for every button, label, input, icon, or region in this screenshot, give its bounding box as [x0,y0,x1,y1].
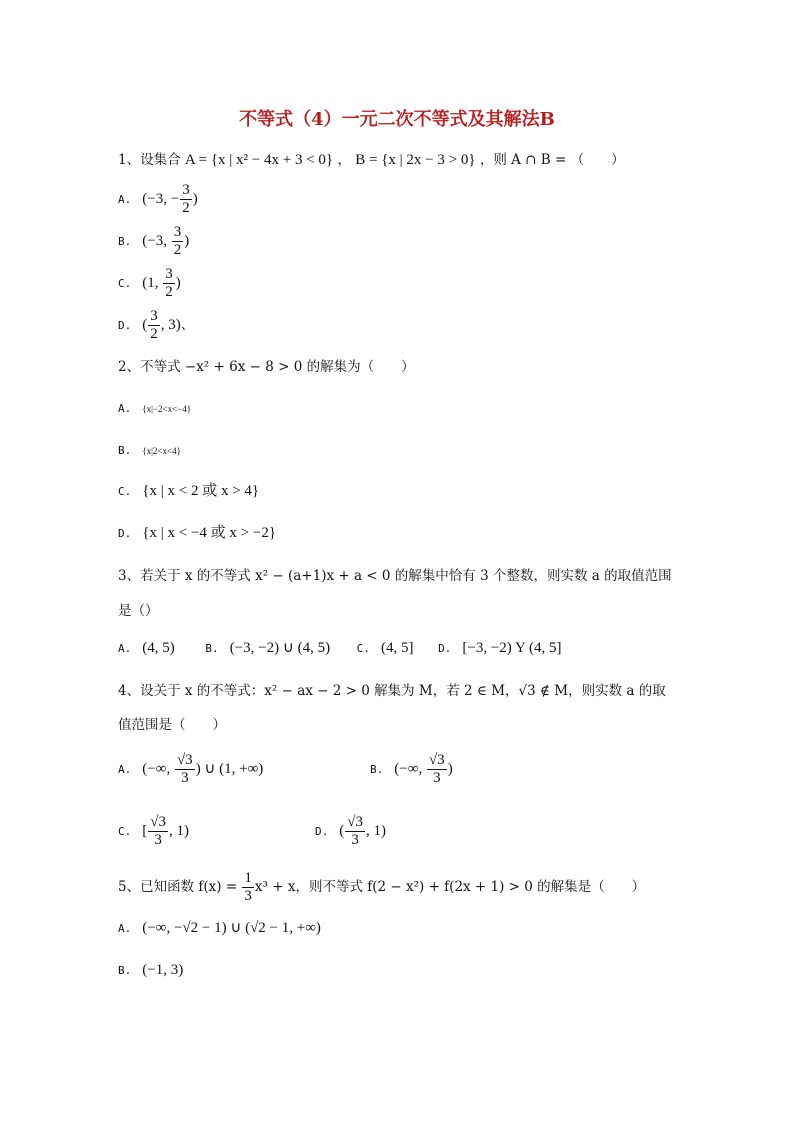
question-5-pre: 5、已知函数 f(x) = [118,879,242,895]
option-pre: (−3, [142,233,171,249]
option-label: B. [205,642,219,655]
question-5-stem [118,870,645,905]
option-label: A. [118,193,132,206]
option-label: C. [118,825,132,838]
option-pre: (−3, − [142,191,180,207]
question-1-ask: ，则 A ∩ B = （ ） [479,152,625,168]
option-label: A. [118,763,132,776]
fraction: $\frac{√3}{3}$ [347,814,364,848]
option-text: (−3, −2) ∪ (4, 5) [229,640,331,656]
option-post: , 3) [160,317,181,333]
option-label: B. [118,444,132,457]
option-post: , 1) [366,823,387,839]
question-4-option-d [315,814,386,849]
option-label: A. [118,922,132,935]
option-pre: ( [142,317,148,333]
question-3-stem-line2: 是（） [118,603,159,619]
option-label: C. [356,642,370,655]
option-text: {x | x < 2 或 x > 4} [142,483,260,499]
question-5-post: x³ + x，则不等式 f(2 − x²) + f(2x + 1) > 0 的解集是（ ） [254,879,646,895]
question-5-option-b [118,960,183,981]
question-2-stem: 2、不等式 −x² + 6x − 8 > 0 的解集为（ ） [118,359,415,375]
question-1-set-b: B = {x | 2x − 3 > 0} [355,152,476,168]
option-pre: (−∞, [142,761,174,777]
option-text: (4, 5] [380,640,414,656]
question-2-option-b [118,440,181,461]
option-text: {x | x < −4 或 x > −2} [142,525,277,541]
fraction: $\frac{1}{3}$ [244,870,252,904]
option-label: A. [118,402,132,415]
option-post: , 1) [169,823,190,839]
question-5-option-a [118,918,321,939]
question-4-option-a [118,752,263,787]
document-title: 不等式（4）一元二次不等式及其解法B [239,109,555,130]
option-text: {x|2<x<4} [142,446,181,456]
option-text: (−1, 3) [142,962,184,978]
option-pre: (1, [142,275,163,291]
option-label: D. [438,642,452,655]
question-4-stem-line2: 值范围是（ ） [118,717,226,733]
option-label: C. [118,277,132,290]
question-1-sep: ， [337,152,351,168]
option-label: B. [118,964,132,977]
option-label: B. [118,235,132,248]
option-tail: 、 [180,317,195,333]
option-post: ) [184,233,190,249]
option-label: C. [118,485,132,498]
option-post: ) ∪ (1, +∞) [195,761,264,777]
option-label: A. [118,642,132,655]
option-label: B. [370,763,384,776]
fraction: $\frac{3}{2}$ [165,266,173,300]
fraction: $\frac{3}{2}$ [173,224,182,258]
fraction: $\frac{√3}{3}$ [176,752,193,786]
question-3-options [118,638,561,659]
option-pre: [ [142,823,148,839]
question-1-stem [118,150,625,170]
option-text: {x|−2<x<−4} [142,404,192,414]
fraction: $\frac{3}{2}$ [182,182,190,216]
option-text: (4, 5) [142,640,175,656]
option-post: ) [192,191,198,207]
option-label: D. [315,825,329,838]
option-pre: (−∞, [394,761,426,777]
option-label: D. [118,527,132,540]
option-pre: ( [339,823,345,839]
fraction: $\frac{3}{2}$ [150,308,158,342]
question-1-prefix: 1、设集合 [118,152,181,168]
question-2-option-d [118,523,276,544]
question-1-option-d [118,308,194,343]
option-post: ) [447,761,453,777]
question-1-option-c [118,266,181,301]
question-2-option-c [118,481,259,502]
question-1-option-b [118,224,189,259]
question-4-option-c [118,814,189,849]
question-1-option-a [118,182,198,217]
option-post: ) [175,275,181,291]
option-text: [−3, −2) Y (4, 5] [462,640,562,656]
fraction: $\frac{√3}{3}$ [428,752,445,786]
option-text: (−∞, −√2 − 1) ∪ (√2 − 1, +∞) [142,920,321,936]
question-2-option-a [118,398,191,419]
question-1-set-a: A = {x | x² − 4x + 3 < 0} [184,152,334,168]
fraction: $\frac{√3}{3}$ [150,814,167,848]
option-label: D. [118,319,132,332]
question-4-option-b [370,752,453,787]
question-4-stem-line1: 4、设关于 x 的不等式：x² − ax − 2 > 0 解集为 M，若 2 ∈ M，√3 ∉ M，则实数 a 的取 [118,683,666,699]
question-3-stem-line1: 3、若关于 x 的不等式 x² − (a+1)x + a < 0 的解集中恰有 3 个整数，则实数 a 的取值范围 [118,568,672,584]
